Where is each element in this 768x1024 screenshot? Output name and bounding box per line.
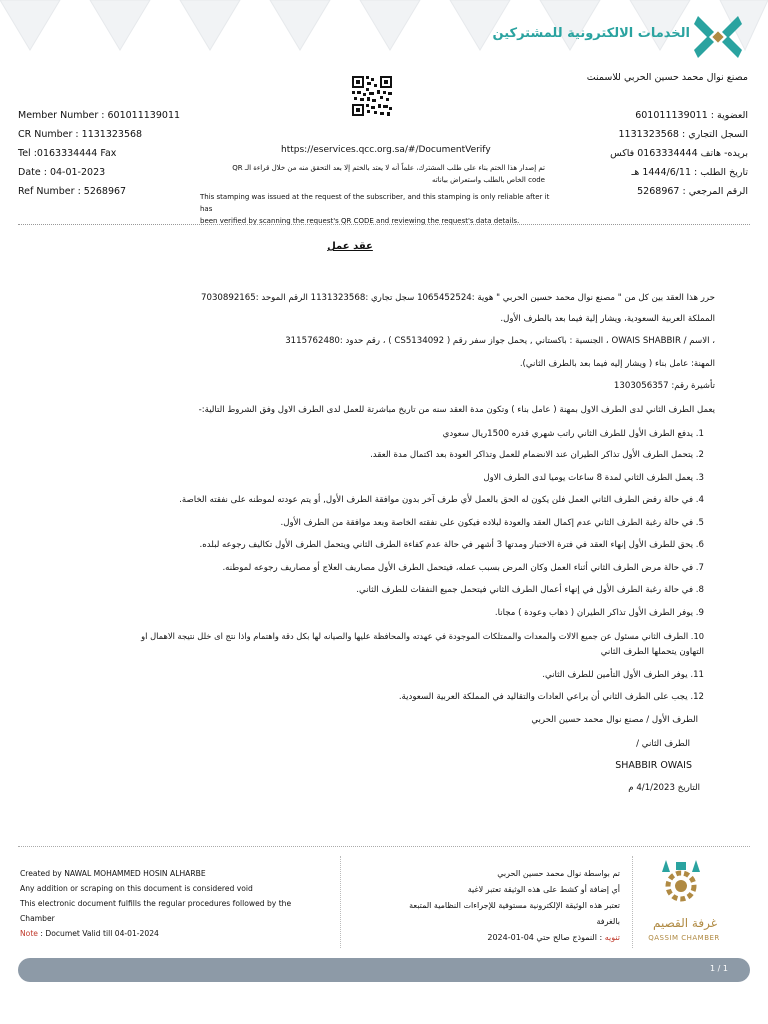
brand-title: الخدمات الالكترونية للمشتركين [492,26,690,41]
commercial-register-ar: السجل التجاري : 1131323568 [618,129,748,140]
footer-arabic-notes [350,866,620,946]
contract-line-1: حرر هذا العقد بين كل من " مصنع نوال محمد حسين الحربي " هوية :1065452524 سجل تجاري :1131323568 الرقم الموحد :7030892165 [201,293,715,303]
contract-clause-9: 9. يوفر الطرف الأول تذاكر الطيران ( ذهاب وعودة ) مجانا. [494,608,704,618]
note-label: Note [20,929,38,938]
verify-url-link[interactable]: https://eservices.qcc.org.sa/#/DocumentVerify [281,145,491,155]
created-by-ar: تم بواسطة نوال محمد حسين الحربي [497,869,620,878]
contract-clause-8: 8. في حالة رغبة الطرف الأول في إنهاء أعمال الطرف الثاني فيتحمل جميع النفقات للطرف الثاني. [356,585,704,595]
header-divider [18,224,750,225]
ref-number: Ref Number : 5268967 [18,186,127,197]
footer-divider [18,846,750,847]
notice-en-line-2: been verified by scanning the request's QR CODE and reviewing the request's data details. [200,217,520,225]
void-note: Any addition or scraping on this document is considered void [20,884,253,893]
fulfills-note-1: This electronic document fulfills the regular procedures followed by the [20,899,292,908]
chamber-name-ar: غرفة القصيم [653,916,717,930]
cr-number: CR Number : 1131323568 [18,129,143,140]
fulfills-note-ar-1: تعتبر هذه الوثيقة الإلكترونية مستوفية للإجراءات النظامية المتبعة [409,901,620,910]
phone-fax-ar: بريده- هاتف 0163334444 فاكس [610,148,748,159]
created-by: Created by NAWAL MOHAMMED HOSIN ALHARBE [20,869,206,878]
page-indicator: 1 / 1 [710,964,728,973]
notice-ar-line-2: code الخاص بالطلب واستعراض بياناته [431,176,545,184]
contract-line-2: المملكة العربية السعودية، ويشار إلية فيما بعد بالطرف الأول. [500,314,715,324]
verification-notice-en [200,191,560,227]
contract-line-4: المهنة: عامل بناء ( ويشار إليه فيما بعد بالطرف الثاني). [519,359,715,369]
second-party-label: الطرف الثاني / [636,739,690,749]
chamber-name-en: QASSIM CHAMBER [648,934,720,942]
member-number: Member Number : 601011139011 [18,110,181,121]
contract-clause-7: 7. في حالة مرض الطرف الثاني أثناء العمل وكان المرض بسبب عمله، فيتحمل الطرف الأول مصاريف العلاج أو مصاريف رجوعه لموطنه. [222,563,704,573]
reference-ar: الرقم المرجعي : 5268967 [637,186,748,197]
tel-fax: Tel :0163334444 Fax [18,148,117,159]
footer-bar [18,958,750,982]
validity-note-ar [350,930,620,946]
contract-line-5: تأشيرة رقم: 1303056357 [613,381,715,391]
header-left-info [18,106,218,201]
second-party-name: SHABBIR OWAIS [615,760,692,771]
footer-english-notes [20,866,320,941]
contract-clause-12: 12. يجب على الطرف الثاني أن يراعي العادات والتقاليد في المملكة العربية السعودية. [398,692,704,702]
note-text-ar: : النموذج صالح حتي 04-01-2024 [487,933,605,942]
contract-clause-4: 4. في حالة رفض الطرف الثاني العمل فلن يكون له الحق بالعمل لأي طرف آخر بدون موافقة الطرف الأول, أو يتم عودته لموطنه على نفقته الخاصة. [179,495,704,505]
void-note-ar: أي إضافة أو كشط على هذه الوثيقة تعتبر لاغية [467,885,620,894]
contract-line-6: يعمل الطرف الثاني لدى الطرف الاول بمهنة ( عامل بناء ) وتكون مدة العقد سنه من تاريخ مباشرتة للعمل لدى الطرف الاول وفق الشروط التالية:- [198,405,715,415]
date: Date : 04-01-2023 [18,167,106,178]
header-right-info [540,106,748,201]
fulfills-note-2: Chamber [20,914,55,923]
first-party-signature: الطرف الأول / مصنع نوال محمد حسين الحربي [531,715,698,725]
notice-en-line-1: This stamping was issued at the request of the subscriber, and this stamping is only reliable after it has [200,193,550,213]
footer-separator-left [340,856,341,948]
contract-clause-3: 3. يعمل الطرف الثاني لمدة 8 ساعات يوميا لدى الطرف الاول [483,473,704,483]
note-label-ar: تنويه [604,933,620,942]
validity-note [20,926,320,941]
qr-code[interactable] [352,76,392,138]
contract-clause-1: 1. يدفع الطرف الأول للطرف الثاني راتب شهري قدره 1500ريال سعودي [442,429,704,439]
membership-ar: العضوية : 601011139011 [635,110,748,121]
contract-clause-10: 10. الطرف الثاني مسئول عن جميع الالات والمعدات والممتلكات الموجودة في عهدته والمحافظة عليها والصيانه لها بكل دقة واهتمام واذا نتج اى خلل نتيجة الاهمال او [141,631,704,641]
contract-clause-6: 6. يحق للطرف الأول إنهاء العقد في فترة الاختبار ومدتها 3 أشهر في حالة عدم كفاءة الطرف الثاني ويتحمل الطرف الأول تكاليف رجوعه لبلده. [199,540,704,550]
request-date-ar: تاريخ الطلب : 1444/6/11 هـ [631,167,748,178]
contract-clause-5: 5. في حالة رغبة الطرف الثاني عدم إكمال العقد والعودة لبلاده فيكون على نفقته الخاصة وبعد موافقة من الطرف الأول. [280,518,704,528]
contract-line-3: ، الاسم / OWAIS SHABBIR ، الجنسية : باكستاني , يحمل جواز سفر رقم ( CS5134092 ) ، رقم حدود :3115762480 [285,336,715,346]
notice-ar-line-1: تم إصدار هذا الختم بناء على طلب المشترك، علماً أنه لا يعتد بالختم إلا بعد التحقق منه من خلال قراءة الـ QR [232,164,545,172]
contract-date: التاريخ 4/1/2023 م [628,783,700,793]
company-name: مصنع نوال محمد حسين الحربي للاسمنت [586,72,748,83]
note-text: : Documet Valid till 04-01-2024 [37,929,159,938]
footer-separator-right [632,856,633,948]
contract-clause-11: 11. يوفر الطرف الأول التأمين للطرف الثاني. [542,670,704,680]
document-title: عقد عمل [327,241,373,252]
verification-notice-ar [200,162,545,186]
qassim-chamber-logo-icon [656,860,706,916]
fulfills-note-ar-2: بالغرفة [596,917,620,926]
contract-clause-10-cont: التهاون يتحملها الطرف الثاني [600,647,704,657]
contract-clause-2: 2. يتحمل الطرف الأول تذاكر الطيران عند الانضمام للعمل وتذاكر العودة بعد اكتمال مدة العقد. [370,450,704,460]
qcc-logo-icon [694,14,742,60]
